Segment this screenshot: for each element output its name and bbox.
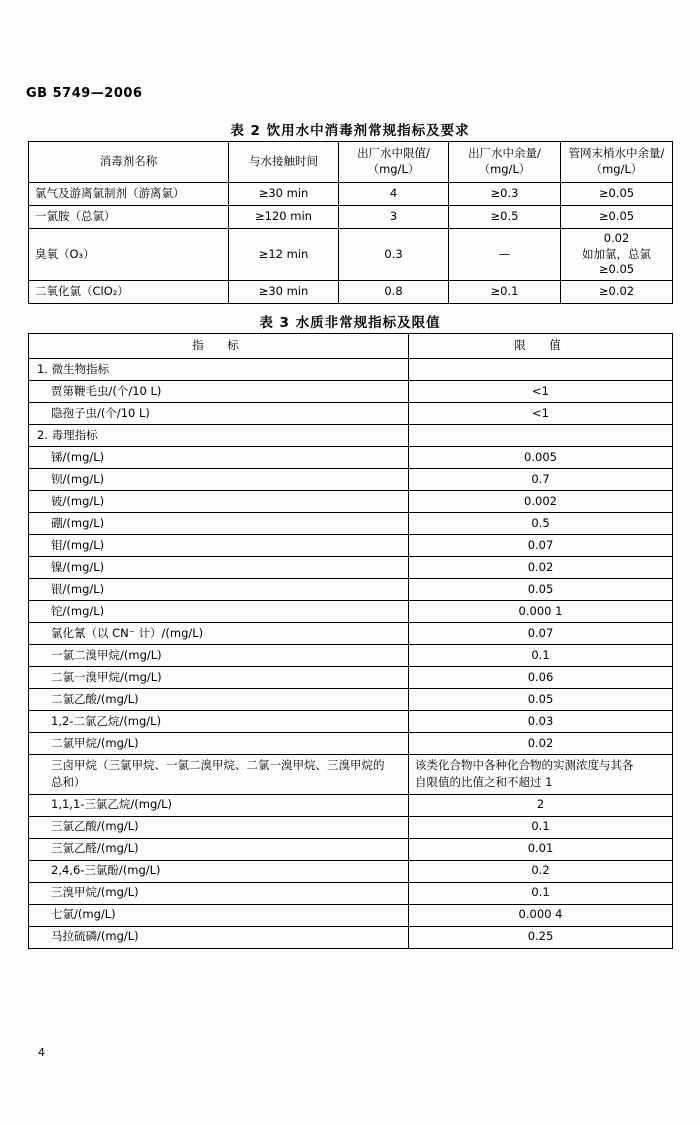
indicator-value: 0.25 (409, 926, 673, 948)
disinfectant-table (28, 141, 673, 304)
cell-contact: ≥30 min (229, 280, 339, 303)
indicator-value: 0.1 (409, 816, 673, 838)
cell-plant: ≥0.1 (449, 280, 561, 303)
standard-code: GB 5749—2006 (26, 86, 143, 101)
cell-limit: 0.3 (339, 229, 449, 281)
indicator-label: 七氯/(mg/L) (29, 904, 409, 926)
indicator-value: 0.1 (409, 882, 673, 904)
indicator-value: 0.07 (409, 535, 673, 557)
table-row (29, 403, 673, 425)
table-row (29, 926, 673, 948)
table-row (29, 689, 673, 711)
indicator-label: 1,2-二氯乙烷/(mg/L) (29, 711, 409, 733)
indicator-label: 1,1,1-三氯乙烷/(mg/L) (29, 794, 409, 816)
cell-contact: ≥12 min (229, 229, 339, 281)
indicator-value: 0.000 1 (409, 601, 673, 623)
indicator-label: 一氯二溴甲烷/(mg/L) (29, 645, 409, 667)
nonroutine-indicators-table (28, 333, 673, 949)
indicator-value: 0.5 (409, 513, 673, 535)
table-row (29, 579, 673, 601)
col-header-indicator: 指 标 (29, 334, 409, 359)
indicator-value: 0.07 (409, 623, 673, 645)
indicator-label: 马拉硫磷/(mg/L) (29, 926, 409, 948)
page-number: 4 (38, 1046, 45, 1059)
table-header-row (29, 142, 673, 183)
table-row (29, 601, 673, 623)
cell-network: 0.02 如加氯，总氯≥0.05 (561, 229, 673, 281)
table-header-row (29, 334, 673, 359)
table-section-row (29, 425, 673, 447)
cell-network: ≥0.02 (561, 280, 673, 303)
cell-contact: ≥30 min (229, 183, 339, 206)
cell-plant: — (449, 229, 561, 281)
cell-name: 氯气及游离氯制剂（游离氯） (29, 183, 229, 206)
indicator-label: 氯化氰（以 CN⁻ 计）/(mg/L) (29, 623, 409, 645)
indicator-value: 0.02 (409, 557, 673, 579)
indicator-label: 三溴甲烷/(mg/L) (29, 882, 409, 904)
indicator-label: 镍/(mg/L) (29, 557, 409, 579)
indicator-value: 0.000 4 (409, 904, 673, 926)
cell-name: 一氯胺（总氯） (29, 206, 229, 229)
indicator-value: 0.005 (409, 447, 673, 469)
table-row (29, 645, 673, 667)
indicator-label: 银/(mg/L) (29, 579, 409, 601)
table-row (29, 229, 673, 281)
indicator-value: <1 (409, 381, 673, 403)
cell-limit: 4 (339, 183, 449, 206)
col-header-name: 消毒剂名称 (29, 142, 229, 183)
indicator-value: 0.06 (409, 667, 673, 689)
table-row (29, 904, 673, 926)
indicator-value: 2 (409, 794, 673, 816)
cell-plant: ≥0.3 (449, 183, 561, 206)
cell-limit: 3 (339, 206, 449, 229)
cell-plant: ≥0.5 (449, 206, 561, 229)
table-row (29, 623, 673, 645)
table-row (29, 711, 673, 733)
indicator-label: 钼/(mg/L) (29, 535, 409, 557)
indicator-label: 二氯甲烷/(mg/L) (29, 733, 409, 755)
table3-title: 表 3 水质非常规指标及限值 (259, 315, 441, 331)
indicator-value: 0.7 (409, 469, 673, 491)
table-row (29, 469, 673, 491)
table-row (29, 513, 673, 535)
table-row (29, 860, 673, 882)
col-header-contact-time: 与水接触时间 (229, 142, 339, 183)
indicator-label: 三氯乙酸/(mg/L) (29, 816, 409, 838)
table-row (29, 183, 673, 206)
section-label: 1. 微生物指标 (29, 359, 409, 381)
indicator-value: 0.01 (409, 838, 673, 860)
section-label: 2. 毒理指标 (29, 425, 409, 447)
indicator-value: 0.03 (409, 711, 673, 733)
cell-name: 臭氧（O₃） (29, 229, 229, 281)
table-row (29, 882, 673, 904)
indicator-label: 2,4,6-三氯酚/(mg/L) (29, 860, 409, 882)
col-header-plant-residual: 出厂水中余量/ （mg/L） (449, 142, 561, 183)
table-row (29, 491, 673, 513)
indicator-label: 铊/(mg/L) (29, 601, 409, 623)
cell-contact: ≥120 min (229, 206, 339, 229)
table2-title: 表 2 饮用水中消毒剂常规指标及要求 (230, 123, 470, 139)
cell-limit: 0.8 (339, 280, 449, 303)
table-row (29, 794, 673, 816)
table-row (29, 733, 673, 755)
col-header-limit: 限 值 (409, 334, 673, 359)
indicator-value: 0.02 (409, 733, 673, 755)
indicator-label: 隐孢子虫/(个/10 L) (29, 403, 409, 425)
indicator-value: <1 (409, 403, 673, 425)
indicator-label: 硼/(mg/L) (29, 513, 409, 535)
indicator-label: 贾第鞭毛虫/(个/10 L) (29, 381, 409, 403)
table-row (29, 816, 673, 838)
table-row (29, 280, 673, 303)
indicator-label: 二氯一溴甲烷/(mg/L) (29, 667, 409, 689)
cell-network: ≥0.05 (561, 183, 673, 206)
col-header-network-residual: 管网末梢水中余量/ （mg/L） (561, 142, 673, 183)
indicator-label: 二氯乙酸/(mg/L) (29, 689, 409, 711)
indicator-value: 0.05 (409, 689, 673, 711)
table-row (29, 447, 673, 469)
table-row (29, 206, 673, 229)
indicator-value: 0.002 (409, 491, 673, 513)
indicator-label: 铍/(mg/L) (29, 491, 409, 513)
table-section-row (29, 359, 673, 381)
section-value (409, 425, 673, 447)
indicator-value: 0.05 (409, 579, 673, 601)
table-row (29, 557, 673, 579)
table-row (29, 755, 673, 795)
indicator-value: 0.1 (409, 645, 673, 667)
indicator-label: 锑/(mg/L) (29, 447, 409, 469)
section-value (409, 359, 673, 381)
indicator-label: 三氯乙醛/(mg/L) (29, 838, 409, 860)
indicator-label: 钡/(mg/L) (29, 469, 409, 491)
cell-network: ≥0.05 (561, 206, 673, 229)
table-row (29, 535, 673, 557)
table-row (29, 667, 673, 689)
indicator-value: 该类化合物中各种化合物的实测浓度与其各 自限值的比值之和不超过 1 (409, 755, 673, 795)
col-header-plant-limit: 出厂水中限值/ （mg/L） (339, 142, 449, 183)
table-row (29, 381, 673, 403)
table-row (29, 838, 673, 860)
indicator-label: 三卤甲烷（三氯甲烷、一氯二溴甲烷、二氯一溴甲烷、三溴甲烷的 总和） (29, 755, 409, 795)
cell-name: 二氧化氯（ClO₂） (29, 280, 229, 303)
indicator-value: 0.2 (409, 860, 673, 882)
